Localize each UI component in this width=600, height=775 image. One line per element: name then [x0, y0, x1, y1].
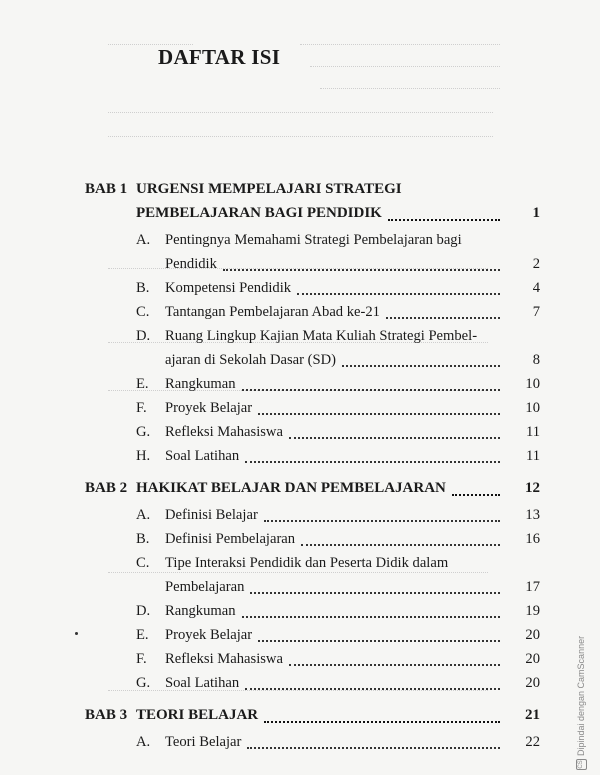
section-letter: A. — [136, 507, 151, 523]
section-page-number: 10 — [525, 400, 540, 416]
leader-dots — [342, 365, 500, 367]
leader-dots — [245, 688, 500, 690]
section-page-number: 22 — [525, 734, 540, 750]
section-title: Definisi Belajar — [165, 507, 258, 523]
chapter-title: TEORI BELAJAR — [136, 707, 259, 723]
section-title: Tipe Interaksi Pendidik dan Peserta Didik dalam — [165, 555, 449, 571]
ink-spot — [75, 632, 78, 635]
section-title: Pembelajaran — [165, 579, 245, 595]
section-page-number: 11 — [525, 448, 540, 464]
section-title: Tantangan Pembelajaran Abad ke-21 — [165, 304, 380, 320]
section-letter: D. — [136, 328, 151, 344]
leader-dots — [242, 616, 500, 618]
section-letter: F. — [136, 651, 147, 667]
chapter-leader-dots — [452, 494, 500, 496]
leader-dots — [258, 413, 500, 415]
chapter-label: BAB 2 — [85, 480, 128, 496]
section-letter: H. — [136, 448, 151, 464]
section-page-number: 11 — [525, 424, 540, 440]
section-letter: D. — [136, 603, 151, 619]
leader-dots — [264, 520, 500, 522]
section-title: Soal Latihan — [165, 448, 240, 464]
section-title: Rangkuman — [165, 376, 236, 392]
section-page-number: 13 — [525, 507, 540, 523]
section-letter: E. — [136, 627, 149, 643]
section-letter: G. — [136, 675, 151, 691]
chapter-page-number: 21 — [525, 707, 540, 723]
leader-dots — [250, 592, 500, 594]
section-page-number: 7 — [532, 304, 540, 320]
leader-dots — [242, 389, 500, 391]
leader-dots — [301, 544, 500, 546]
section-title: Refleksi Mahasiswa — [165, 424, 283, 440]
section-page-number: 2 — [532, 256, 540, 272]
leader-dots — [386, 317, 500, 319]
section-page-number: 8 — [532, 352, 540, 368]
section-title: Rangkuman — [165, 603, 236, 619]
leader-dots — [297, 293, 500, 295]
chapter-label: BAB 3 — [85, 707, 128, 723]
section-letter: A. — [136, 232, 151, 248]
section-title: Proyek Belajar — [165, 627, 253, 643]
leader-dots — [247, 747, 500, 749]
section-letter: G. — [136, 424, 151, 440]
section-letter: B. — [136, 531, 150, 547]
section-letter: F. — [136, 400, 147, 416]
chapter-title: HAKIKAT BELAJAR DAN PEMBELAJARAN — [136, 480, 446, 496]
leader-dots — [223, 269, 500, 271]
section-title: Refleksi Mahasiswa — [165, 651, 283, 667]
section-letter: E. — [136, 376, 149, 392]
leader-dots — [245, 461, 500, 463]
section-page-number: 20 — [525, 651, 540, 667]
section-page-number: 10 — [525, 376, 540, 392]
leader-dots — [289, 664, 500, 666]
section-page-number: 20 — [525, 675, 540, 691]
chapter-page-number: 12 — [525, 480, 540, 496]
section-title: Proyek Belajar — [165, 400, 253, 416]
section-title: Ruang Lingkup Kajian Mata Kuliah Strategi Pembel- — [165, 328, 478, 344]
section-page-number: 16 — [525, 531, 540, 547]
leader-dots — [258, 640, 500, 642]
section-title: Definisi Pembelajaran — [165, 531, 296, 547]
section-title: ajaran di Sekolah Dasar (SD) — [165, 352, 337, 368]
chapter-title: URGENSI MEMPELAJARI STRATEGI — [136, 181, 402, 197]
page-title: DAFTAR ISI — [158, 45, 281, 69]
section-title: Pendidik — [165, 256, 217, 272]
section-letter: C. — [136, 555, 150, 571]
section-page-number: 20 — [525, 627, 540, 643]
section-letter: B. — [136, 280, 150, 296]
section-title: Kompetensi Pendidik — [165, 280, 292, 296]
camscanner-icon: CS — [576, 759, 587, 770]
section-title: Soal Latihan — [165, 675, 240, 691]
chapter-label: BAB 1 — [85, 181, 128, 197]
chapter-leader-dots — [264, 721, 500, 723]
section-title: Pentingnya Memahami Strategi Pembelajaran bagi — [165, 232, 462, 248]
section-page-number: 4 — [532, 280, 540, 296]
chapter-title: PEMBELAJARAN BAGI PENDIDIK — [136, 205, 382, 221]
scanner-watermark — [576, 636, 587, 770]
section-page-number: 17 — [525, 579, 540, 595]
section-letter: A. — [136, 734, 151, 750]
section-page-number: 19 — [525, 603, 540, 619]
section-title: Teori Belajar — [165, 734, 242, 750]
leader-dots — [289, 437, 500, 439]
chapter-leader-dots — [388, 219, 500, 221]
chapter-page-number: 1 — [532, 205, 540, 221]
watermark-text: Dipindai dengan CamScanner — [576, 635, 586, 756]
section-letter: C. — [136, 304, 150, 320]
